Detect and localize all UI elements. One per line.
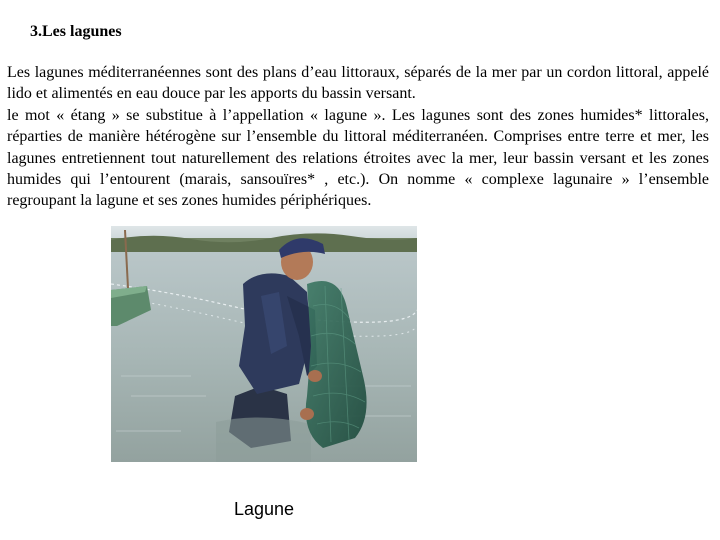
photo-caption: Lagune — [233, 499, 295, 519]
paragraph-2: le mot « étang » se substitue à l’appellation « lagune ». Les lagunes sont des zones humides* littorales, réparties de manière hétérogène sur l’ensemble du littoral méditerranéen. Comprises entre terre et mer, les lagunes entretiennent tout naturellement des relations étroites avec la mer, leur bassin versant et les zones humides qui l’entourent (marais, sansouïres* , etc.). On nomme « complexe lagunaire » l’ensemble regroupant la lagune et ses zones humides périphériques. — [7, 106, 709, 210]
section-heading: 3.Les lagunes — [30, 23, 122, 40]
lagoon-photo — [111, 226, 417, 462]
paragraph-1: Les lagunes méditerranéennes sont des plans d’eau littoraux, séparés de la mer par un cordon littoral, appelé lido et alimentés en eau douce par les apports du bassin versant. — [7, 64, 709, 103]
body-text — [7, 62, 709, 212]
